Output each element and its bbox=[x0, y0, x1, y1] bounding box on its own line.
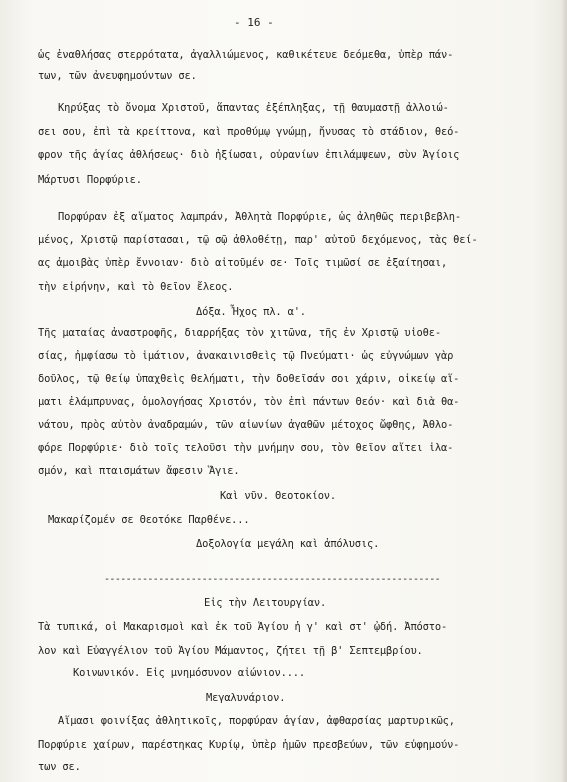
section-heading: Μεγαλυνάριον. bbox=[206, 692, 286, 704]
page-edge-shadow bbox=[561, 0, 567, 782]
section-heading: Εἰς τὴν Λειτουργίαν. bbox=[204, 597, 327, 609]
text-line: Πορφύραν ἐξ αἵματος λαμπράν, Ἀθλητὰ Πορφύριε, ὡς ἀληθῶς περιβεβλη- bbox=[58, 211, 461, 223]
text-line: μένος, Χριστῷ παρίστασαι, τῷ σῷ ἀθλοθέτῃ, παρ' αὐτοῦ δεχόμενος, τὰς θεί- bbox=[38, 234, 478, 246]
text-line: των, τῶν ἀνευφημούντων σε. bbox=[38, 70, 197, 82]
text-line: Μακαρίζομέν σε Θεοτόκε Παρθένε... bbox=[48, 514, 250, 526]
text-line: φόρε Πορφύριε· διὸ τοῖς τελοῦσι τὴν μνήμην σου, τὸν θεῖον αἴτει ἱλα- bbox=[38, 442, 454, 454]
text-line: των σε. bbox=[38, 761, 81, 773]
text-line: λον καὶ Εὐαγγέλιον τοῦ Ἁγίου Μάμαντος, ζήτει τῇ β' Σεπτεμβρίου. bbox=[38, 645, 423, 657]
text-line: Κοινωνικόν. Εἰς μνημόσυνον αἰώνιον.... bbox=[73, 667, 306, 679]
text-line: φρον τῆς ἁγίας ἀθλήσεως· διὸ ἠξίωσαι, οὐρανίων ἐπιλάμψεων, σὺν Ἁγίοις bbox=[38, 149, 460, 161]
text-line: σει σου, ἐπὶ τὰ κρείττονα, καὶ προθύμῳ γνώμῃ, ἤνυσας τὸ στάδιον, θεό- bbox=[38, 126, 460, 138]
section-heading: Καὶ νῦν. Θεοτοκίον. bbox=[220, 490, 337, 502]
text-line: νάτου, πρὸς αὐτὸν ἀναδραμών, τῶν αἰωνίων ἀγαθῶν μέτοχος ὤφθης, Ἀθλο- bbox=[38, 419, 454, 431]
text-line: δοῦλος, τῷ θείῳ ὑπαχθεὶς θελήματι, τὴν δοθεῖσάν σοι χάριν, οἰκείῳ αἵ- bbox=[38, 373, 460, 385]
text-line: σμόν, καὶ πταισμάτων ἄφεσιν Ἅγιε. bbox=[38, 465, 240, 477]
text-line: Τῆς ματαίας ἀναστροφῆς, διαρρήξας τὸν χιτῶνα, τῆς ἐν Χριστῷ υἱοθε- bbox=[38, 327, 441, 339]
text-line: Μάρτυσι Πορφύριε. bbox=[38, 174, 142, 186]
text-line: Αἵμασι φοινίξας ἀθλητικοῖς, πορφύραν ἁγίαν, ἀφθαρσίας μαρτυρικῶς, bbox=[58, 715, 455, 727]
section-heading: Δόξα. Ἦχος πλ. α'. bbox=[196, 306, 306, 318]
section-heading: Δοξολογία μεγάλη καὶ ἀπόλυσις. bbox=[196, 538, 380, 550]
text-line: τὴν εἰρήνην, καὶ τὸ θεῖον ἔλεος. bbox=[38, 281, 234, 293]
text-line: Κηρύξας τὸ ὄνομα Χριστοῦ, ἅπαντας ἐξέπληξας, τῇ θαυμαστῇ ἀλλοιώ- bbox=[58, 102, 449, 114]
text-line: Πορφύριε χαίρων, παρέστηκας Κυρίῳ, ὑπὲρ ἡμῶν πρεσβεύων, τῶν εὐφημούν- bbox=[38, 739, 460, 751]
text-line: Τὰ τυπικά, οἱ Μακαρισμοὶ καὶ ἐκ τοῦ Ἁγίου ἡ γ' καὶ στ' ᾠδή. Ἀπόστο- bbox=[38, 621, 448, 633]
text-line: ας ἀμοιβὰς ὑπὲρ ἔννοιαν· διὸ αἰτοῦμέν σε· Τοῖς τιμῶσί σε ἐξαίτησαι, bbox=[38, 257, 448, 269]
text-line: σίας, ἠμφίασω τὸ ἱμάτιον, ἀνακαινισθεὶς τῷ Πνεύματι· ὡς εὐγνώμων γὰρ bbox=[38, 350, 454, 362]
text-line: ὡς ἐναθλήσας στερρότατα, ἀγαλλιώμενος, καθικέτευε δεόμεθα, ὑπὲρ πάν- bbox=[38, 49, 454, 61]
page-number: - 16 - bbox=[234, 16, 274, 29]
text-line: ματι ἐλάμπρυνας, ὁμολογήσας Χριστόν, τὸν ἐπὶ πάντων Θεόν· καὶ διὰ θα- bbox=[38, 396, 460, 408]
separator-line: -------------------------------------------------------------- bbox=[104, 574, 441, 585]
